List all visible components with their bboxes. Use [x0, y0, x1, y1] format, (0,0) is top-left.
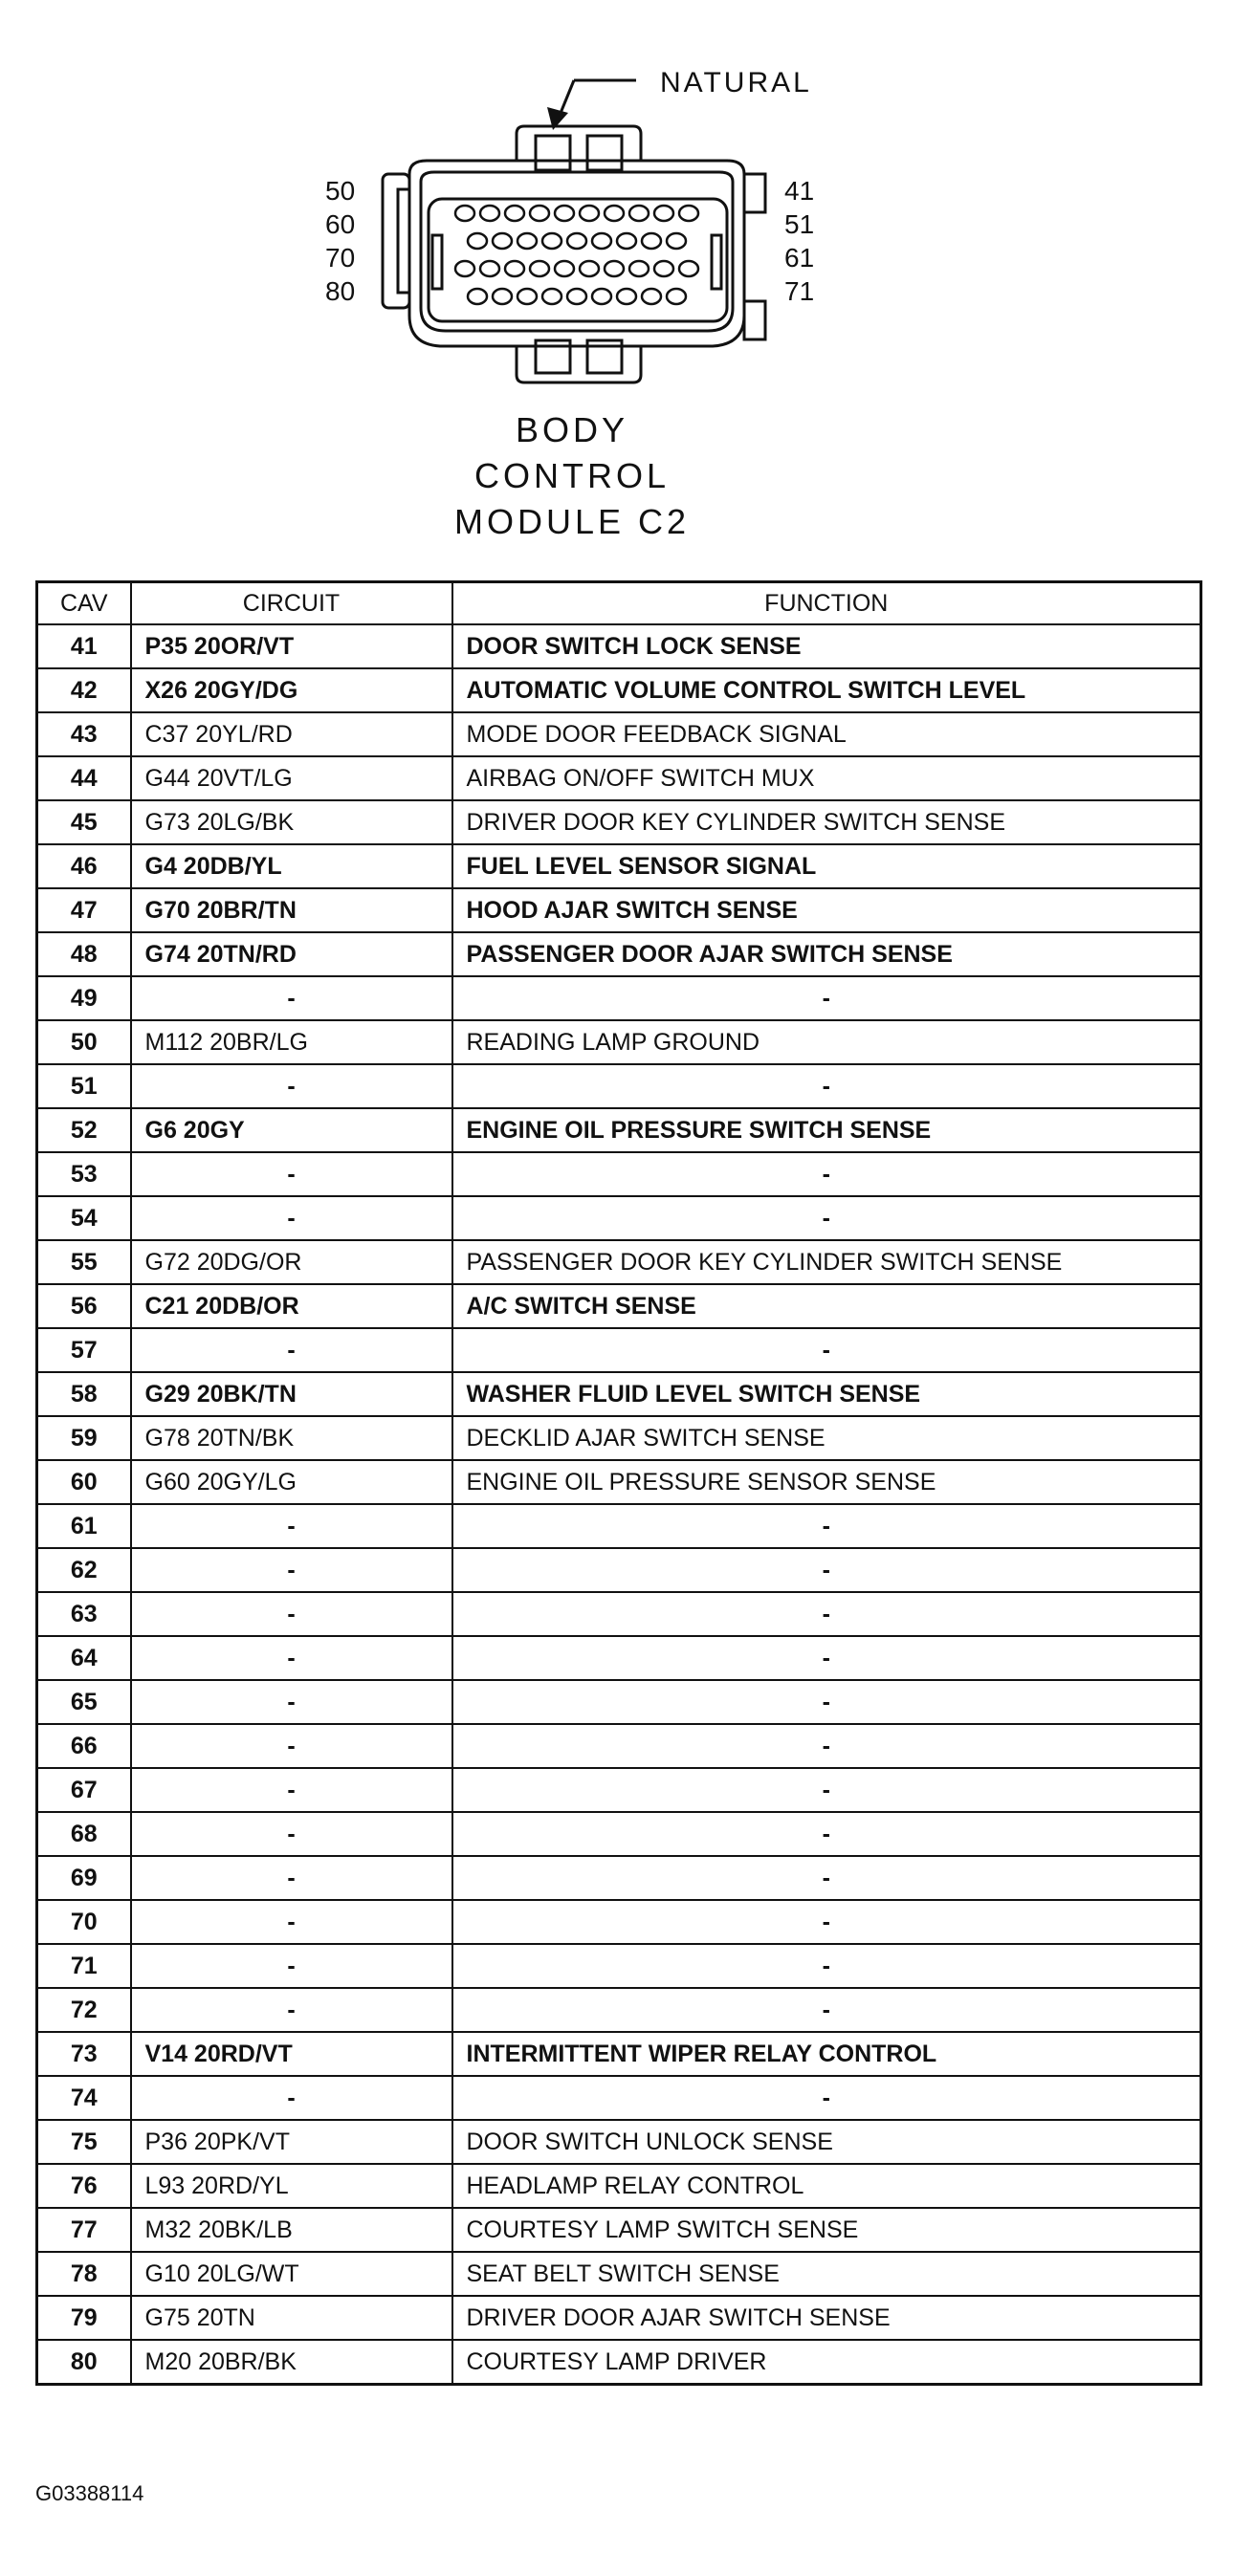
cav-cell: 77	[37, 2208, 131, 2252]
circuit-cell: L93 20RD/YL	[131, 2164, 452, 2208]
pin-cavity	[642, 289, 661, 304]
pin-cavity	[555, 206, 574, 221]
pin-cavity	[468, 233, 487, 249]
function-cell: -	[452, 1196, 1201, 1240]
cav-cell: 65	[37, 1680, 131, 1724]
cav-cell: 56	[37, 1284, 131, 1328]
cav-cell: 44	[37, 756, 131, 800]
pin-cavity	[493, 233, 512, 249]
cav-cell: 59	[37, 1416, 131, 1460]
pin-cavity	[455, 261, 474, 276]
function-cell: -	[452, 1724, 1201, 1768]
table-row	[37, 2076, 1201, 2120]
pin-cavity	[542, 289, 561, 304]
function-cell: -	[452, 1812, 1201, 1856]
key-label: NATURAL	[660, 67, 812, 98]
function-cell: SEAT BELT SWITCH SENSE	[452, 2252, 1201, 2296]
function-cell: -	[452, 1636, 1201, 1680]
cav-cell: 45	[37, 800, 131, 844]
circuit-cell: M32 20BK/LB	[131, 2208, 452, 2252]
cav-cell: 76	[37, 2164, 131, 2208]
pin-cavity	[480, 206, 499, 221]
function-cell: PASSENGER DOOR AJAR SWITCH SENSE	[452, 932, 1201, 976]
circuit-cell: G78 20TN/BK	[131, 1416, 452, 1460]
pin-cavity	[505, 206, 524, 221]
circuit-cell: G75 20TN	[131, 2296, 452, 2340]
function-cell: -	[452, 976, 1201, 1020]
cav-cell: 57	[37, 1328, 131, 1372]
cav-cell: 78	[37, 2252, 131, 2296]
pin-cavity	[629, 206, 649, 221]
pin-cavity	[605, 206, 624, 221]
pin-table-body	[37, 624, 1201, 2385]
table-row	[37, 1460, 1201, 1504]
pin-cavity	[567, 233, 586, 249]
circuit-cell: -	[131, 1504, 452, 1548]
pin-cavity	[642, 233, 661, 249]
table-row	[37, 1812, 1201, 1856]
circuit-cell: G29 20BK/TN	[131, 1372, 452, 1416]
function-cell: COURTESY LAMP DRIVER	[452, 2340, 1201, 2385]
table-row	[37, 2164, 1201, 2208]
header-circuit: CIRCUIT	[131, 582, 452, 625]
circuit-cell: C37 20YL/RD	[131, 712, 452, 756]
circuit-cell: -	[131, 1592, 452, 1636]
function-cell: DRIVER DOOR KEY CYLINDER SWITCH SENSE	[452, 800, 1201, 844]
pin-cavity	[592, 233, 611, 249]
circuit-cell: -	[131, 1636, 452, 1680]
cav-cell: 79	[37, 2296, 131, 2340]
cav-cell: 50	[37, 1020, 131, 1064]
table-row	[37, 976, 1201, 1020]
table-row	[37, 756, 1201, 800]
cav-cell: 67	[37, 1768, 131, 1812]
function-cell: MODE DOOR FEEDBACK SIGNAL	[452, 712, 1201, 756]
circuit-cell: -	[131, 1944, 452, 1988]
pin-cavity	[517, 289, 537, 304]
table-row	[37, 1592, 1201, 1636]
cav-cell: 58	[37, 1372, 131, 1416]
pin-cavity	[468, 289, 487, 304]
function-cell: INTERMITTENT WIPER RELAY CONTROL	[452, 2032, 1201, 2076]
row-label-right-1: 41	[784, 176, 815, 206]
cav-cell: 73	[37, 2032, 131, 2076]
pin-cavity	[505, 261, 524, 276]
function-cell: A/C SWITCH SENSE	[452, 1284, 1201, 1328]
cav-cell: 47	[37, 888, 131, 932]
table-row	[37, 1768, 1201, 1812]
circuit-cell: G74 20TN/RD	[131, 932, 452, 976]
function-cell: -	[452, 1900, 1201, 1944]
table-row	[37, 1240, 1201, 1284]
circuit-cell: -	[131, 2076, 452, 2120]
pin-cavity	[480, 261, 499, 276]
function-cell: -	[452, 1768, 1201, 1812]
table-row	[37, 2208, 1201, 2252]
cav-cell: 64	[37, 1636, 131, 1680]
circuit-cell: G70 20BR/TN	[131, 888, 452, 932]
circuit-cell: -	[131, 1856, 452, 1900]
cav-cell: 60	[37, 1460, 131, 1504]
table-row	[37, 2252, 1201, 2296]
circuit-cell: G72 20DG/OR	[131, 1240, 452, 1284]
pin-cavity	[654, 206, 673, 221]
function-cell: ENGINE OIL PRESSURE SENSOR SENSE	[452, 1460, 1201, 1504]
pin-cavity	[667, 289, 686, 304]
table-header-row	[37, 582, 1201, 625]
cav-cell: 46	[37, 844, 131, 888]
cav-cell: 74	[37, 2076, 131, 2120]
cav-cell: 75	[37, 2120, 131, 2164]
table-row	[37, 1020, 1201, 1064]
pin-cavity	[592, 289, 611, 304]
table-row	[37, 1152, 1201, 1196]
circuit-cell: G4 20DB/YL	[131, 844, 452, 888]
cav-cell: 48	[37, 932, 131, 976]
table-row	[37, 932, 1201, 976]
function-cell: HEADLAMP RELAY CONTROL	[452, 2164, 1201, 2208]
pin-cavity	[629, 261, 649, 276]
circuit-cell: P36 20PK/VT	[131, 2120, 452, 2164]
table-row	[37, 2032, 1201, 2076]
row-label-left-2: 60	[325, 209, 356, 239]
table-row	[37, 1636, 1201, 1680]
table-row	[37, 800, 1201, 844]
circuit-cell: G73 20LG/BK	[131, 800, 452, 844]
table-row	[37, 1284, 1201, 1328]
function-cell: -	[452, 1592, 1201, 1636]
pin-cavity	[493, 289, 512, 304]
circuit-cell: M112 20BR/LG	[131, 1020, 452, 1064]
header-cav: CAV	[37, 582, 131, 625]
function-cell: FUEL LEVEL SENSOR SIGNAL	[452, 844, 1201, 888]
connector-diagram	[0, 0, 1233, 574]
cav-cell: 54	[37, 1196, 131, 1240]
table-row	[37, 1856, 1201, 1900]
row-label-right-3: 61	[784, 243, 815, 273]
function-cell: DOOR SWITCH LOCK SENSE	[452, 624, 1201, 668]
table-row	[37, 624, 1201, 668]
table-row	[37, 1064, 1201, 1108]
figure-id: G03388114	[35, 2481, 144, 2505]
table-row	[37, 1724, 1201, 1768]
function-cell: -	[452, 1328, 1201, 1372]
row-label-right-4: 71	[784, 276, 815, 306]
table-row	[37, 2120, 1201, 2164]
row-label-right-2: 51	[784, 209, 815, 239]
function-cell: -	[452, 1152, 1201, 1196]
cav-cell: 66	[37, 1724, 131, 1768]
function-cell: READING LAMP GROUND	[452, 1020, 1201, 1064]
function-cell: COURTESY LAMP SWITCH SENSE	[452, 2208, 1201, 2252]
pin-cavity	[567, 289, 586, 304]
circuit-cell: -	[131, 1152, 452, 1196]
cav-cell: 61	[37, 1504, 131, 1548]
function-cell: -	[452, 1856, 1201, 1900]
table-row	[37, 668, 1201, 712]
pin-cavity	[530, 261, 549, 276]
cav-cell: 63	[37, 1592, 131, 1636]
table-row	[37, 888, 1201, 932]
function-cell: -	[452, 1680, 1201, 1724]
pin-cavity	[617, 289, 636, 304]
function-cell: -	[452, 1064, 1201, 1108]
cav-cell: 72	[37, 1988, 131, 2032]
connector-title-line-3: MODULE C2	[453, 502, 691, 541]
table-row	[37, 844, 1201, 888]
cav-cell: 52	[37, 1108, 131, 1152]
function-cell: ENGINE OIL PRESSURE SWITCH SENSE	[452, 1108, 1201, 1152]
cav-cell: 51	[37, 1064, 131, 1108]
table-row	[37, 1548, 1201, 1592]
table-row	[37, 1680, 1201, 1724]
circuit-cell: -	[131, 1724, 452, 1768]
table-row	[37, 1900, 1201, 1944]
pin-cavity	[517, 233, 537, 249]
connector-body	[383, 126, 765, 382]
pin-cavity	[667, 233, 686, 249]
circuit-cell: G6 20GY	[131, 1108, 452, 1152]
cav-cell: 55	[37, 1240, 131, 1284]
function-cell: WASHER FLUID LEVEL SWITCH SENSE	[452, 1372, 1201, 1416]
cav-cell: 43	[37, 712, 131, 756]
function-cell: HOOD AJAR SWITCH SENSE	[452, 888, 1201, 932]
pin-cavity	[555, 261, 574, 276]
pin-cavity	[455, 206, 474, 221]
pin-cavity	[530, 206, 549, 221]
table-row	[37, 712, 1201, 756]
pin-cavity	[679, 206, 698, 221]
table-row	[37, 1108, 1201, 1152]
circuit-cell: G10 20LG/WT	[131, 2252, 452, 2296]
cav-cell: 69	[37, 1856, 131, 1900]
function-cell: -	[452, 1548, 1201, 1592]
cav-cell: 62	[37, 1548, 131, 1592]
connector-title-line-2: CONTROL	[473, 456, 671, 495]
table-row	[37, 1504, 1201, 1548]
circuit-cell: -	[131, 1680, 452, 1724]
table-row	[37, 1328, 1201, 1372]
cav-cell: 70	[37, 1900, 131, 1944]
function-cell: AUTOMATIC VOLUME CONTROL SWITCH LEVEL	[452, 668, 1201, 712]
circuit-cell: M20 20BR/BK	[131, 2340, 452, 2385]
cav-cell: 42	[37, 668, 131, 712]
pin-cavity	[542, 233, 561, 249]
circuit-cell: -	[131, 1548, 452, 1592]
table-row	[37, 2340, 1201, 2385]
circuit-cell: -	[131, 1988, 452, 2032]
circuit-cell: -	[131, 1196, 452, 1240]
header-function: FUNCTION	[452, 582, 1201, 625]
pin-cavity	[654, 261, 673, 276]
pin-table	[35, 580, 1202, 2386]
function-cell: -	[452, 1944, 1201, 1988]
function-cell: -	[452, 1988, 1201, 2032]
function-cell: PASSENGER DOOR KEY CYLINDER SWITCH SENSE	[452, 1240, 1201, 1284]
cav-cell: 53	[37, 1152, 131, 1196]
table-row	[37, 1416, 1201, 1460]
circuit-cell: G44 20VT/LG	[131, 756, 452, 800]
cav-cell: 68	[37, 1812, 131, 1856]
cav-cell: 49	[37, 976, 131, 1020]
table-row	[37, 1988, 1201, 2032]
pin-cavity	[679, 261, 698, 276]
circuit-cell: P35 20OR/VT	[131, 624, 452, 668]
circuit-cell: -	[131, 1064, 452, 1108]
circuit-cell: -	[131, 1768, 452, 1812]
function-cell: DECKLID AJAR SWITCH SENSE	[452, 1416, 1201, 1460]
pin-grid	[455, 206, 698, 304]
circuit-cell: X26 20GY/DG	[131, 668, 452, 712]
row-label-left-1: 50	[325, 176, 356, 206]
circuit-cell: C21 20DB/OR	[131, 1284, 452, 1328]
cav-cell: 80	[37, 2340, 131, 2385]
function-cell: -	[452, 2076, 1201, 2120]
table-row	[37, 2296, 1201, 2340]
circuit-cell: V14 20RD/VT	[131, 2032, 452, 2076]
pin-cavity	[605, 261, 624, 276]
circuit-cell: -	[131, 1900, 452, 1944]
cav-cell: 41	[37, 624, 131, 668]
circuit-cell: -	[131, 976, 452, 1020]
row-label-left-3: 70	[325, 243, 356, 273]
row-label-left-4: 80	[325, 276, 356, 306]
pin-cavity	[617, 233, 636, 249]
circuit-cell: G60 20GY/LG	[131, 1460, 452, 1504]
table-row	[37, 1944, 1201, 1988]
connector-title-line-1: BODY	[515, 410, 629, 449]
circuit-cell: -	[131, 1812, 452, 1856]
function-cell: DOOR SWITCH UNLOCK SENSE	[452, 2120, 1201, 2164]
function-cell: AIRBAG ON/OFF SWITCH MUX	[452, 756, 1201, 800]
table-row	[37, 1372, 1201, 1416]
table-row	[37, 1196, 1201, 1240]
pin-cavity	[580, 206, 599, 221]
pin-cavity	[580, 261, 599, 276]
function-cell: DRIVER DOOR AJAR SWITCH SENSE	[452, 2296, 1201, 2340]
function-cell: -	[452, 1504, 1201, 1548]
cav-cell: 71	[37, 1944, 131, 1988]
circuit-cell: -	[131, 1328, 452, 1372]
